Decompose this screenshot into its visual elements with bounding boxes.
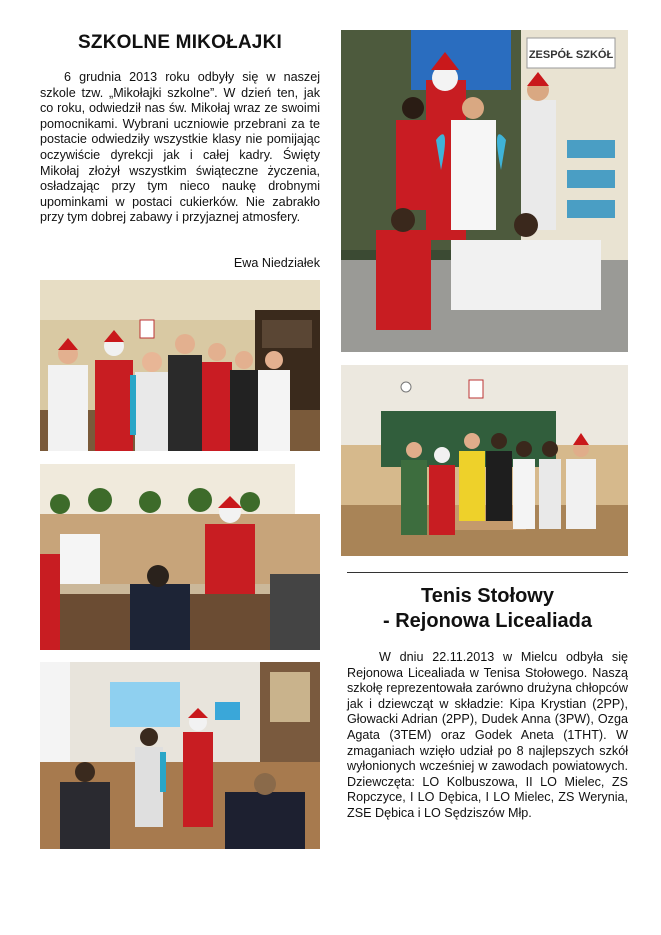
article-author: Ewa Niedziałek <box>233 256 320 270</box>
article-body-mikolajki: 6 grudnia 2013 roku odbyły się w naszej szkole tzw. „Mikołajki szkolne”. W dzień ten, jak co roku, odwiedził nas św. Mikołaj wraz ze swoimi pomocnikami. Wybrani uczniowie przebrani za te postacie odwiedziły wszystkie klasy nie pomijając oczywiście dyrekcji jak i całej kadry. Święty Mikołaj złożył wszystkim świąteczne życzenia, osładzając przy tym nieco naukę drobnymi upominkami w postaci cukierków. Nie zabrakło przy tym dobrej zabawy i przyjaznej atmosfery. <box>40 70 320 225</box>
article-body-tenis: W dniu 22.11.2013 w Mielcu odbyła się Rejonowa Licealiada w Tenisa Stołowego. Naszą szkołę reprezentowała zarówno drużyna chłopców jak i dziewcząt w składzie: Kipa Krystian (2PP), Głowacki Adrian (2PP), Dudek Anna (3PW), Ozga Agata (3TEM) oraz Godek Aneta (1THT). W zmaganiach wzięło udział po 8 najlepszych szkół wyłonionych wcześniej w zawodach powiatowych. Dziewczęta: LO Kolbuszowa, II LO Mielec, ZS Ropczyce, I LO Dębica, I LO Mielec, ZS Werynia, ZSE Dębica i LO Sędziszów Młp. <box>347 650 628 820</box>
photo-classroom-projector <box>40 662 320 849</box>
article-title-mikolajki: SZKOLNE MIKOŁAJKI <box>78 32 282 53</box>
article-title-tenis-line2: - Rejonowa Licealiada <box>383 610 592 632</box>
school-sign-text: ZESPÓŁ SZKÓŁ <box>528 49 614 61</box>
photo-group-office <box>40 280 320 451</box>
article-title-tenis <box>347 584 628 634</box>
section-divider <box>347 572 628 573</box>
article-title-tenis-line1: Tenis Stołowy <box>421 585 554 607</box>
photo-classroom-santa <box>40 464 320 650</box>
photo-santa-angels <box>341 30 628 352</box>
photo-classroom-group <box>341 365 628 556</box>
